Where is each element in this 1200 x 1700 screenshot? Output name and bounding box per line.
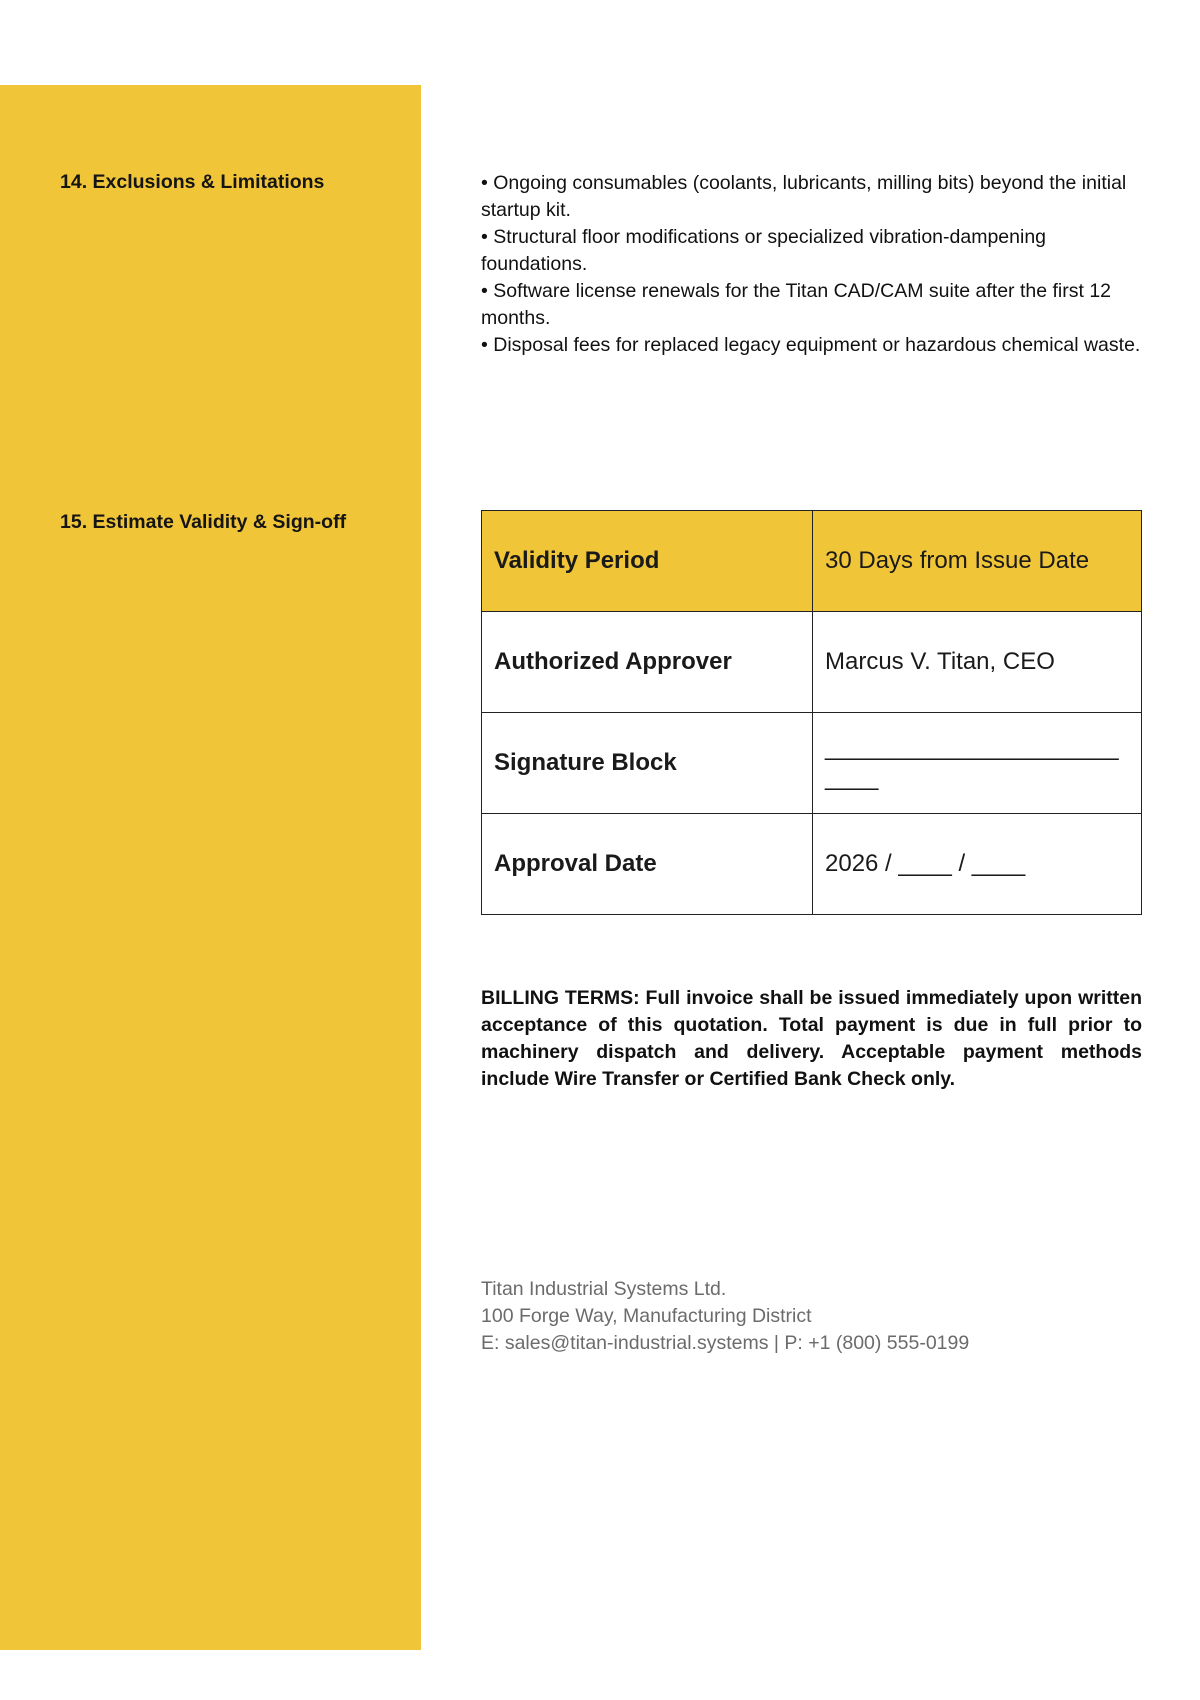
table-row [482,511,1142,612]
table-row [482,713,1142,814]
company-footer [481,1276,969,1357]
list-item: • Structural floor modifications or specialized vibration-dampening foundations. [481,226,1047,275]
list-item: • Disposal fees for replaced legacy equipment or hazardous chemical waste. [481,334,1141,356]
row-label: Signature Block [482,713,813,814]
sidebar-accent-panel [0,85,421,1650]
approval-date-value: 2026 / ____ / ____ [813,814,1142,915]
row-value: 30 Days from Issue Date [813,511,1142,612]
row-label: Validity Period [482,511,813,612]
signature-line: __________________________ [813,713,1142,814]
table-row [482,612,1142,713]
exclusions-heading: 14. Exclusions & Limitations [60,171,325,193]
row-label: Approval Date [482,814,813,915]
company-name: Titan Industrial Systems Ltd. [481,1278,727,1300]
row-value: Marcus V. Titan, CEO [813,612,1142,713]
billing-terms: BILLING TERMS: Full invoice shall be issued immediately upon written acceptance of this quotation. Total payment is due in full prior to machinery dispatch and delivery. Acceptable payment methods include Wire Transfer or Certified Bank Check only. [481,987,1142,1090]
exclusions-list [481,170,1141,359]
row-label: Authorized Approver [482,612,813,713]
list-item: • Ongoing consumables (coolants, lubricants, milling bits) beyond the initial startup kit. [481,172,1127,221]
company-contact: E: sales@titan-industrial.systems | P: +1 (800) 555-0199 [481,1332,970,1354]
list-item: • Software license renewals for the Titan CAD/CAM suite after the first 12 months. [481,280,1112,329]
company-address: 100 Forge Way, Manufacturing District [481,1305,812,1327]
table-row [482,814,1142,915]
validity-heading: 15. Estimate Validity & Sign-off [60,511,347,533]
validity-signoff-table [481,510,1142,915]
